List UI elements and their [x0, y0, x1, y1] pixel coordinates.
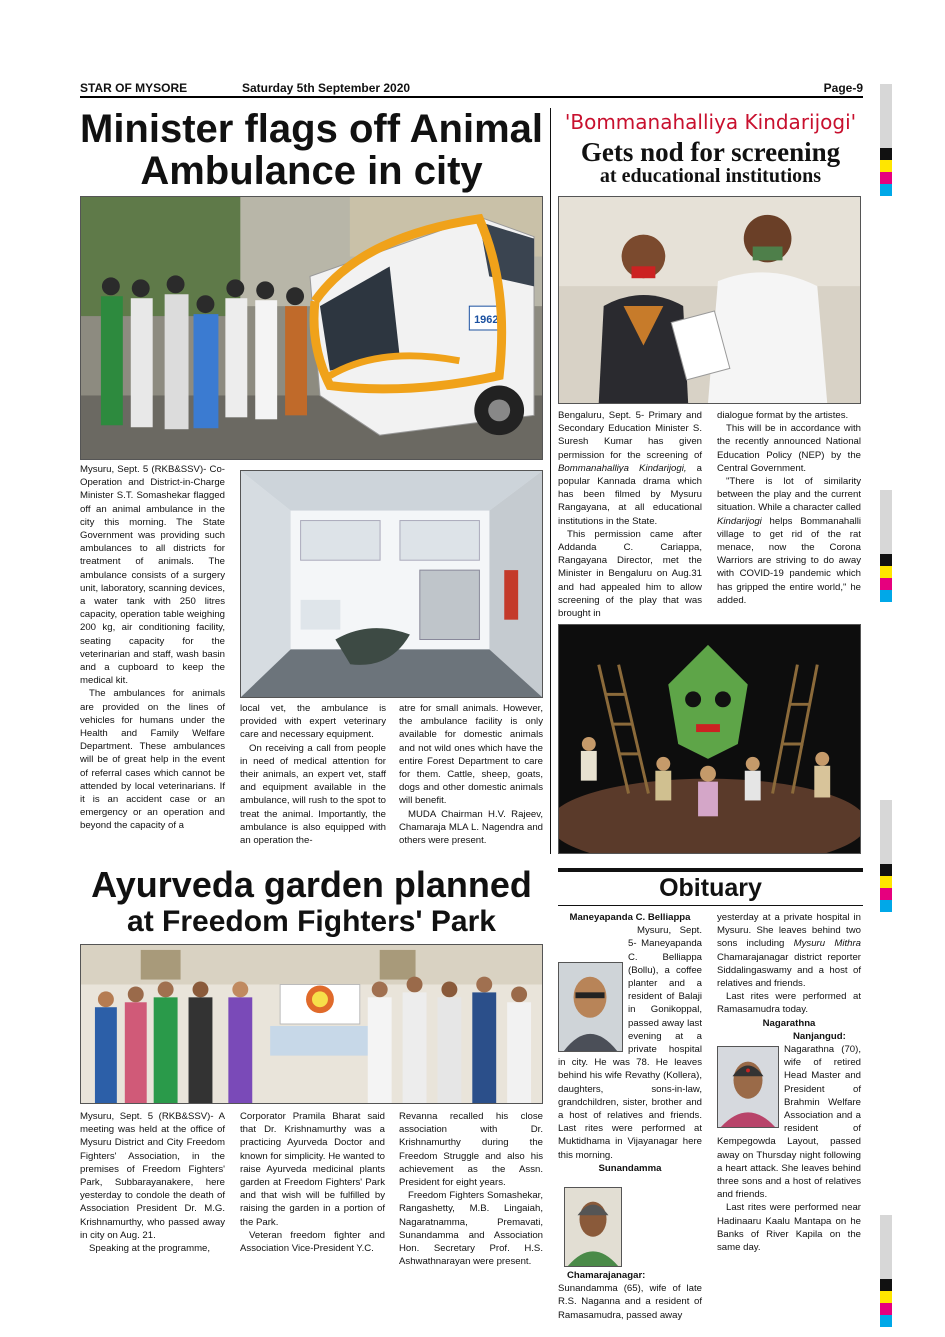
meeting-photo-illustration [559, 197, 860, 403]
paragraph [558, 409, 702, 528]
obituary-title: Obituary [659, 874, 762, 902]
column-rule [550, 108, 551, 854]
minister-meeting-photo [558, 196, 861, 404]
text-run: a popular Kannada drama which has been filmed by Mysuru Rangayana, at all educational institutions in the State. [558, 462, 702, 527]
paragraph: Speaking at the programme, [89, 1243, 211, 1255]
obituary-col-2 [717, 911, 861, 1254]
registration-bar-top [880, 84, 892, 196]
paragraph [717, 475, 861, 607]
paragraph: Freedom Fighters Somashekar, Rangashetty, M.B. Lingaiah, Nagaratnamma, Premavati, Sunandamma and Association Hon. Secretary Prof. H.S. Ashwathnarayan were present. [399, 1190, 543, 1268]
ayurveda-col-3 [399, 1110, 543, 1268]
paragraph: local vet, the ambulance is provided with expert veterinary care and necessary equipment. [240, 703, 386, 741]
belliappa-portrait [558, 962, 623, 1052]
ayurveda-headline [80, 866, 543, 937]
sunandamma-portrait [564, 1187, 622, 1267]
registration-bar-mid [880, 490, 892, 602]
ayurveda-col-1 [80, 1110, 225, 1255]
play-subheadline: at educational institutions [599, 165, 822, 188]
play-col-1 [558, 409, 702, 620]
paragraph: Corporator Pramila Bharat said that Dr. Krishnamurthy was a practicing Ayurveda Doctor and known for simplicity. He wanted to raise Ayurveda medicinal plants garden at Freedom Fighters' Park and that wish will be fulfilled by raising the garden in a portion of the Park. [240, 1111, 385, 1228]
ambulance-headline: Minister flags off Animal Ambulance in city [80, 107, 544, 193]
dateline-place: Chamarajanagar: [567, 1270, 646, 1282]
publication-italic: Mysuru Mithra [793, 938, 861, 950]
ambulance-photo-illustration [81, 197, 542, 459]
ayurveda-col-2 [240, 1110, 385, 1255]
paragraph: This will be in accordance with the recently announced National Education Policy (NEP) by the Central Government. [717, 423, 861, 474]
text-run: "There is lot of similarity between the play and the current situation. While a character called [717, 476, 861, 514]
obituary-name-nagarathna: Nagarathna [762, 1017, 816, 1029]
obituary-col-1 [558, 911, 702, 1322]
text-run: yesterday at a private hospital in Mysuru. She leaves behind two sons including [717, 912, 861, 950]
paragraph: dialogue format by the artistes. [717, 410, 849, 421]
play-headline-main: Gets nod for screening [580, 137, 841, 167]
obituary-name-sunandamma: Sunandamma [598, 1162, 662, 1174]
play-kicker: 'Bommanahalliya Kindarijogi' [564, 110, 857, 134]
play-col-2 [717, 409, 861, 607]
paper-name: STAR OF MYSORE [80, 81, 188, 95]
play-headline [558, 138, 863, 187]
paragraph: MUDA Chairman H.V. Rajeev, Chamaraja MLA L. Nagendra and others were present. [399, 808, 543, 847]
stage-photo-illustration [559, 625, 860, 853]
nagarathna-portrait [717, 1046, 779, 1128]
ambulance-col-1 [80, 463, 225, 833]
ambulance-photo [80, 196, 543, 460]
ayurveda-subheadline: at Freedom Fighters' Park [127, 904, 496, 938]
text-run: Sunandamma (65), wife of late R.S. Naganna and a resident of Ramasamudra, passed away [558, 1283, 702, 1321]
character-italic: Kindarijogi [717, 515, 762, 527]
registration-bar-bottom [880, 1215, 892, 1327]
paragraph: atre for small animals. However, the ambulance facility is only available for domestic animals and not wild ones which have the entire Forest Department to care for them. Cattle, sheep, goats, dogs and other domestic animals will benefit. [399, 703, 543, 807]
portrait-illustration [565, 1188, 621, 1266]
registration-bar-low [880, 800, 892, 912]
paragraph: Mysuru, Sept. 5 (RKB&SSV)- A meeting was held at the office of Mysuru District and City Freedom Fighters' Association, in the premises of Freedom Fighters' Park, Subbarayanakere, here yesterday to condole the death of Association President Dr. M.G. Krishnamurthy, who passed away in city on Aug. 21. [80, 1111, 225, 1241]
paragraph: Mysuru, Sept. 5 (RKB&SSV)- Co-Operation and District-in-Charge Minister S.T. Somashekar flagged off an animal ambulance in the city this morning. The State Government was providing such ambulances to all districts for treatment of animals. The ambulance consists of a surgery unit, laboratory, scanning devices, a water tank with 250 litres capacity, operation table weighing 200 kg, air conditioning facility, seating capacity for the veterinarian and staff, wash basin and a cupboard to keep the medical kit. [80, 464, 225, 687]
paragraph: Revanna recalled his close association with Dr. Krishnamurthy during the Freedom Struggle and also his achievement as the Assn. President for eight years. [399, 1111, 543, 1189]
issue-date: Saturday 5th September 2020 [242, 81, 411, 95]
paragraph: On receiving a call from people in need of medical attention for their animals, an expert vet, staff and equipment available in the ambulance, will rush to the spot to treat the animal. Importantly, the ambulance is also equipped with an operation the- [240, 742, 386, 847]
paragraph: Veteran freedom fighter and Association Vice-President Y.C. [240, 1229, 385, 1255]
text-run: Chamarajanagar district reporter Siddalingaswamy and a host of relatives and friends. [717, 951, 861, 990]
paragraph: Last rites were performed near Hadinaaru Kaalu Mantapa on he Banks of River Kapila on the same day. [717, 1202, 861, 1254]
text-run: Nagarathna (70), wife of retired Head Master and President of Brahmin Welfare Association and a resident of Kempegowda Layout, passed away on Thursday night following a heart attack. She leaves behind three sons and a host of relatives and friends. [717, 1044, 861, 1201]
page-number: Page-9 [823, 81, 863, 95]
portrait-illustration [559, 963, 622, 1051]
masthead [80, 80, 863, 98]
freedom-fighters-illustration [81, 945, 542, 1103]
ambulance-col-2 [240, 702, 386, 847]
obituary-top-rule [558, 868, 863, 872]
svg-text:1962: 1962 [474, 314, 499, 327]
dateline-place: Nanjangud: [793, 1030, 846, 1042]
paragraph: Mysuru, Sept. 5- Maneyapanda C. Belliappa (Bollu), a coffee planter and a resident of Balaji in Gonikoppal, passed away last evening at a private hospital in city. He was 78. He leaves behind his wife Revathy (Kollera), daughters, sons-in-law, grandchildren, sister, brother and a host of relatives and friends. Last rites were performed at Muktidhama in Vijayanagar here this morning. [558, 925, 702, 1161]
ambulance-col-3 [399, 702, 543, 847]
play-title-italic: Bommanahalliya Kindarijogi, [558, 462, 687, 474]
paragraph: This permission came after Addanda C. Cariappa, Rangayana Director, met the Minister in Bengaluru on Aug.31 and had appealed him to allow screening of the play that was brought in [558, 528, 702, 620]
freedom-fighters-photo [80, 944, 543, 1104]
ambulance-interior-photo [240, 470, 543, 698]
text-run: Bengaluru, Sept. 5- Primary and Secondary Education Minister S. Suresh Kumar has given permission for the screening of [558, 410, 702, 461]
paragraph: Last rites were performed at Ramasamudra today. [717, 991, 861, 1016]
text-run: helps Bommanahalli village to get rid of the rat menace, now the Corona Warriors are striving to do away with COVID-19 pandemic which has gripped the entire world," he added. [717, 515, 861, 606]
interior-photo-illustration [241, 471, 542, 697]
obituary-rule [558, 905, 863, 906]
portrait-illustration [718, 1047, 778, 1127]
paragraph [717, 911, 861, 990]
obituary-name-belliappa: Maneyapanda C. Belliappa [569, 912, 691, 923]
play-stage-photo [558, 624, 861, 854]
paragraph: The ambulances for animals are provided on the lines of vehicles for humans under the Health and Family Welfare Department. These ambulances will be of great help in the event of referral cases which cannot be attended by local veterinarians. If it is an accident case or an emergency or an operation and beyond the capacity of a [80, 688, 225, 832]
ayurveda-headline-main: Ayurveda garden planned [91, 864, 532, 905]
